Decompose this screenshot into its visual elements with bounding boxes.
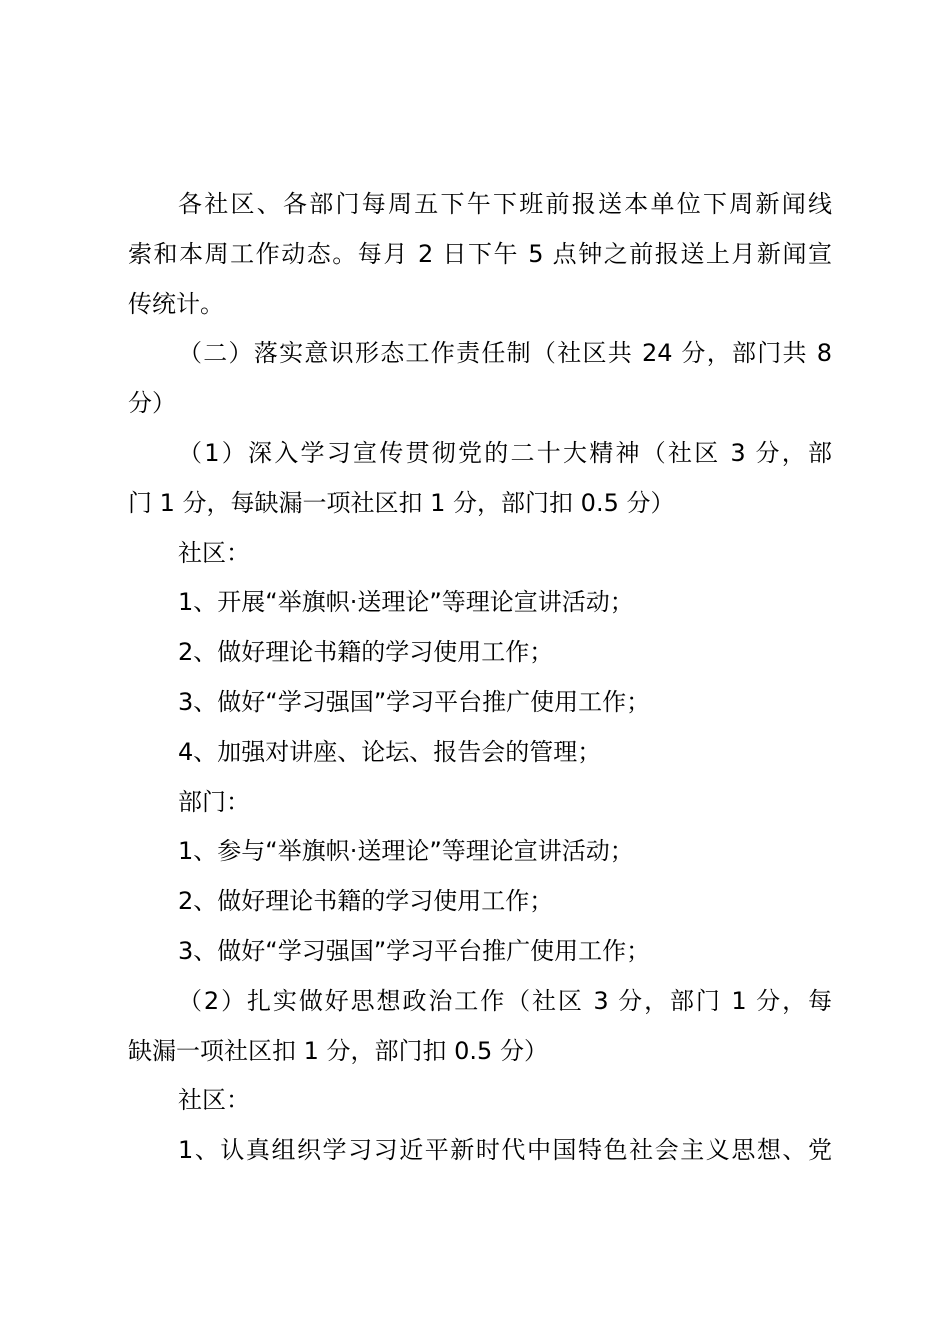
list-item — [128, 927, 832, 977]
list-item — [128, 877, 832, 927]
text-line: （二）落实意识形态工作责任制（社区共 24 分，部门共 8 — [178, 339, 832, 368]
list-item — [128, 827, 832, 877]
text-line: 传统计。 — [128, 289, 224, 318]
text-line: （1）深入学习宣传贯彻党的二十大精神（社区 3 分，部 — [178, 438, 832, 467]
text-line: 门 1 分，每缺漏一项社区扣 1 分，部门扣 0.5 分） — [128, 488, 675, 517]
section-heading-ideology-responsibility — [128, 329, 832, 429]
list-item — [128, 628, 832, 678]
list-item — [128, 578, 832, 628]
list-item — [128, 728, 832, 778]
text-line: 索和本周工作动态。每月 2 日下午 5 点钟之前报送上月新闻宣 — [128, 239, 832, 268]
text-line: 部门： — [178, 787, 250, 816]
text-line: 3、做好“学习强国”学习平台推广使用工作； — [178, 936, 651, 965]
label-community — [128, 1076, 832, 1126]
text-line: （2）扎实做好思想政治工作（社区 3 分，部门 1 分，每 — [178, 986, 832, 1015]
text-line: 各社区、各部门每周五下午下班前报送本单位下周新闻线 — [178, 190, 832, 218]
label-department — [128, 778, 832, 828]
list-item — [128, 1126, 832, 1176]
text-line: 1、开展“举旗帜·送理论”等理论宣讲活动； — [178, 588, 634, 617]
document-page — [128, 180, 832, 1176]
text-line: 1、参与“举旗帜·送理论”等理论宣讲活动； — [178, 837, 634, 866]
label-community — [128, 529, 832, 579]
text-line: 2、做好理论书籍的学习使用工作； — [178, 887, 554, 916]
text-line: 分） — [128, 389, 176, 418]
text-line: 社区： — [178, 538, 250, 567]
text-line: 缺漏一项社区扣 1 分，部门扣 0.5 分） — [128, 1036, 548, 1065]
text-line: 3、做好“学习强国”学习平台推广使用工作； — [178, 687, 651, 716]
text-line: 社区： — [178, 1086, 250, 1115]
text-line: 1、认真组织学习习近平新时代中国特色社会主义思想、党 — [178, 1136, 832, 1165]
text-line: 2、做好理论书籍的学习使用工作； — [178, 638, 554, 667]
paragraph-news-reporting — [128, 180, 832, 329]
text-line: 4、加强对讲座、论坛、报告会的管理； — [178, 737, 602, 766]
subsection-heading-political-work — [128, 977, 832, 1077]
subsection-heading-study-spirit — [128, 429, 832, 529]
list-item — [128, 678, 832, 728]
